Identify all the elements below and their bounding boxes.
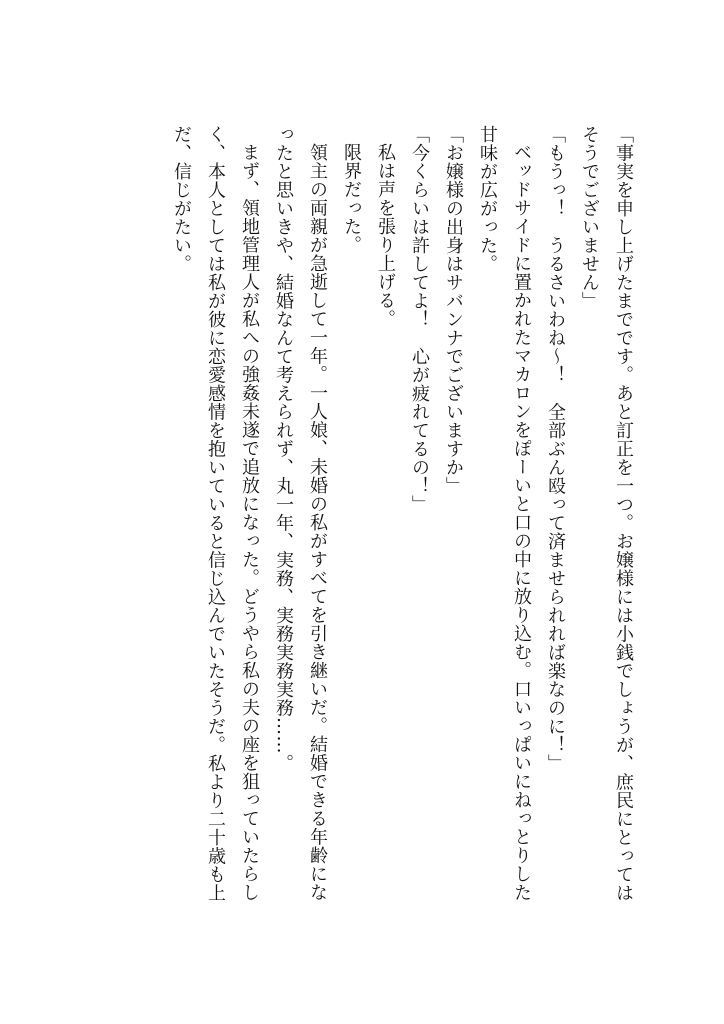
paragraph-9: まず、領地管理人が私への強姦未遂で追放になった。どうやら私の夫の座を狙っていたらしく、本人としては私が彼に恋愛感情を抱いていると信じ込んでいたそうだ。私より二十歳も上だ、信じがたい。: [171, 125, 260, 902]
paragraph-7: 限界だった。: [341, 143, 362, 254]
paragraph-6: 私は声を張り上げる。: [375, 143, 396, 328]
paragraph-2: 「もうっ！ うるさいわね～！ 全部ぶん殴って済ませられれば楽なのに！」: [545, 125, 566, 773]
paragraph-4: 「お嬢様の出身はサバンナでございますか」: [443, 125, 464, 495]
paragraph-5: 「今くらいは許してよ！ 心が疲れてるの！」: [409, 125, 430, 514]
paragraph-1: 「事実を申し上げたまでです。あと訂正を一つ。お嬢様には小銭でしょうが、庶民にとってはそうでございません」: [579, 125, 634, 902]
paragraph-3: ベッドサイドに置かれたマカロンをぽーいと口の中に放り込む。口いっぱいにねっとりした甘味が広がった。: [477, 125, 532, 902]
paragraph-8: 領主の両親が急逝して一年。一人娘、未婚の私がすべてを引き継いだ。結婚できる年齢になったと思いきや、結婚なんて考えられず、丸一年、実務、実務実務実務……。: [273, 125, 328, 902]
vertical-text-body: [164, 125, 640, 905]
